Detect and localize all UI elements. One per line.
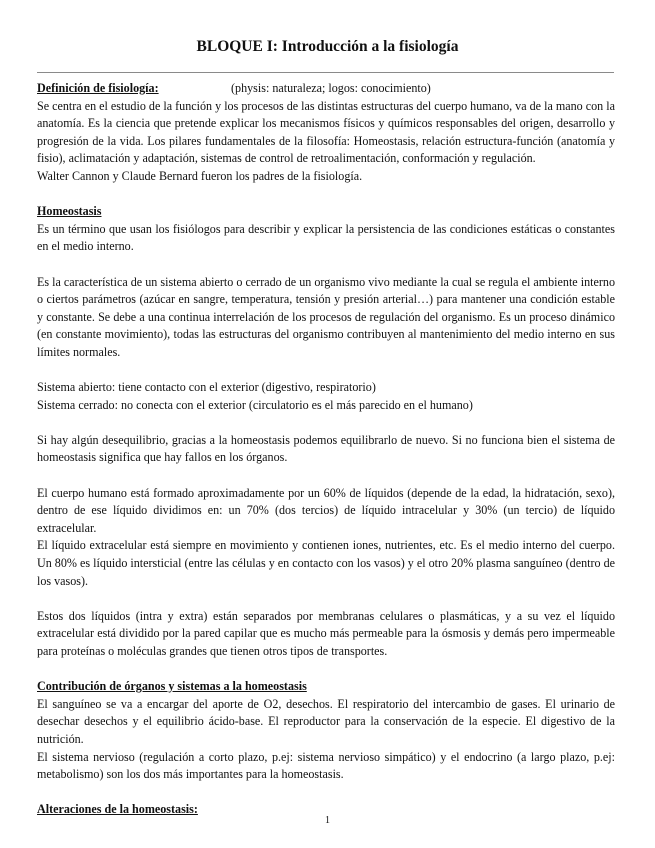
alterations-heading: Alteraciones de la homeostasis:: [37, 802, 198, 817]
contribution-paragraph: El sistema nervioso (regulación a corto plazo, p.ej: sistema nervioso simpático) y el endocrino (a largo plazo, p.ej: metabolismo) son los dos más importantes para la homeostasis.: [37, 749, 615, 782]
definition-heading: Definición de fisiología:: [37, 81, 159, 95]
homeostasis-paragraph: Es un término que usan los fisiólogos para describir y explicar la persistencia de las condiciones estáticas o constantes en el medio interno.: [37, 221, 615, 254]
open-system-line: Sistema abierto: tiene contacto con el exterior (digestivo, respiratorio): [37, 380, 376, 395]
contribution-paragraph: El sanguíneo se va a encargar del aporte de O2, desechos. El respiratorio del intercambio de gases. El urinario de desechar desechos y el equilibrio ácido-base. El reproductor para la conservación de la especie. El digestivo de la nutrición.: [37, 696, 615, 746]
homeostasis-paragraph: Es la característica de un sistema abierto o cerrado de un organismo vivo mediante la cual se regula el ambiente interno o ciertos parámetros (azúcar en sangre, temperatura, tensión y presión arterial…) para mantener una condición estable y constante. Se debe a una continua interrelación de los procesos de regulación del organismo. Es un proceso dinámico (en constante movimiento), todas las estructuras del organismo contribuyen al mantenimiento del medio interno en sus límites normales.: [37, 274, 615, 359]
document-title: BLOQUE I: Introducción a la fisiología: [196, 38, 459, 55]
homeostasis-heading: Homeostasis: [37, 204, 102, 219]
page-number: 1: [325, 815, 330, 826]
homeostasis-paragraph: El líquido extracelular está siempre en movimiento y contienen iones, nutrientes, etc. Es el medio interno del cuerpo. Un 80% es líquido intersticial (entre las células y en contacto con los vasos) y el otro 20% plasma sanguíneo (dentro de los vasos).: [37, 538, 615, 588]
definition-header: [37, 80, 615, 98]
closed-system-line: Sistema cerrado: no conecta con el exterior (circulatorio es el más parecido en el humano): [37, 397, 473, 412]
homeostasis-paragraph: Estos dos líquidos (intra y extra) están separados por membranas celulares o plasmáticas, y a su vez el líquido extracelular está dividido por la pared capilar que es mucho más permeable para la ósmosis y demás pero impermeable para proteínas o moléculas grandes que tienen otros tipos de transportes.: [37, 608, 615, 658]
homeostasis-paragraph: Si hay algún desequilibrio, gracias a la homeostasis podemos equilibrarlo de nuevo. Si no funciona bien el sistema de homeostasis significa que hay fallos en los órganos.: [37, 432, 615, 465]
definition-paragraph: Se centra en el estudio de la función y los procesos de las distintas estructuras del cuerpo humano, va de la mano con la anatomía. Es la ciencia que pretende explicar los mecanismos físicos y químicos responsables del origen, desarrollo y progresión de la vida. Los pilares fundamentales de la filosofía: Homeostasis, relación estructura-función (anatomía y fisio), aclimatación y adaptación, sistemas de control de retroalimentación, conformación y regulación.: [37, 98, 615, 166]
contribution-heading: Contribución de órganos y sistemas a la homeostasis: [37, 679, 307, 694]
document-body: [37, 80, 615, 819]
homeostasis-paragraph: El cuerpo humano está formado aproximadamente por un 60% de líquidos (depende de la edad, la hidratación, sexo), dentro de ese líquido dividimos en: un 70% (dos tercios) de líquido intracelular y 30% (un tercio) de líquido extracelular.: [37, 485, 615, 535]
definition-etymology: (physis: naturaleza; logos: conocimiento): [231, 81, 431, 95]
title-divider: [37, 72, 614, 73]
definition-fathers: Walter Cannon y Claude Bernard fueron los padres de la fisiología.: [37, 168, 363, 183]
